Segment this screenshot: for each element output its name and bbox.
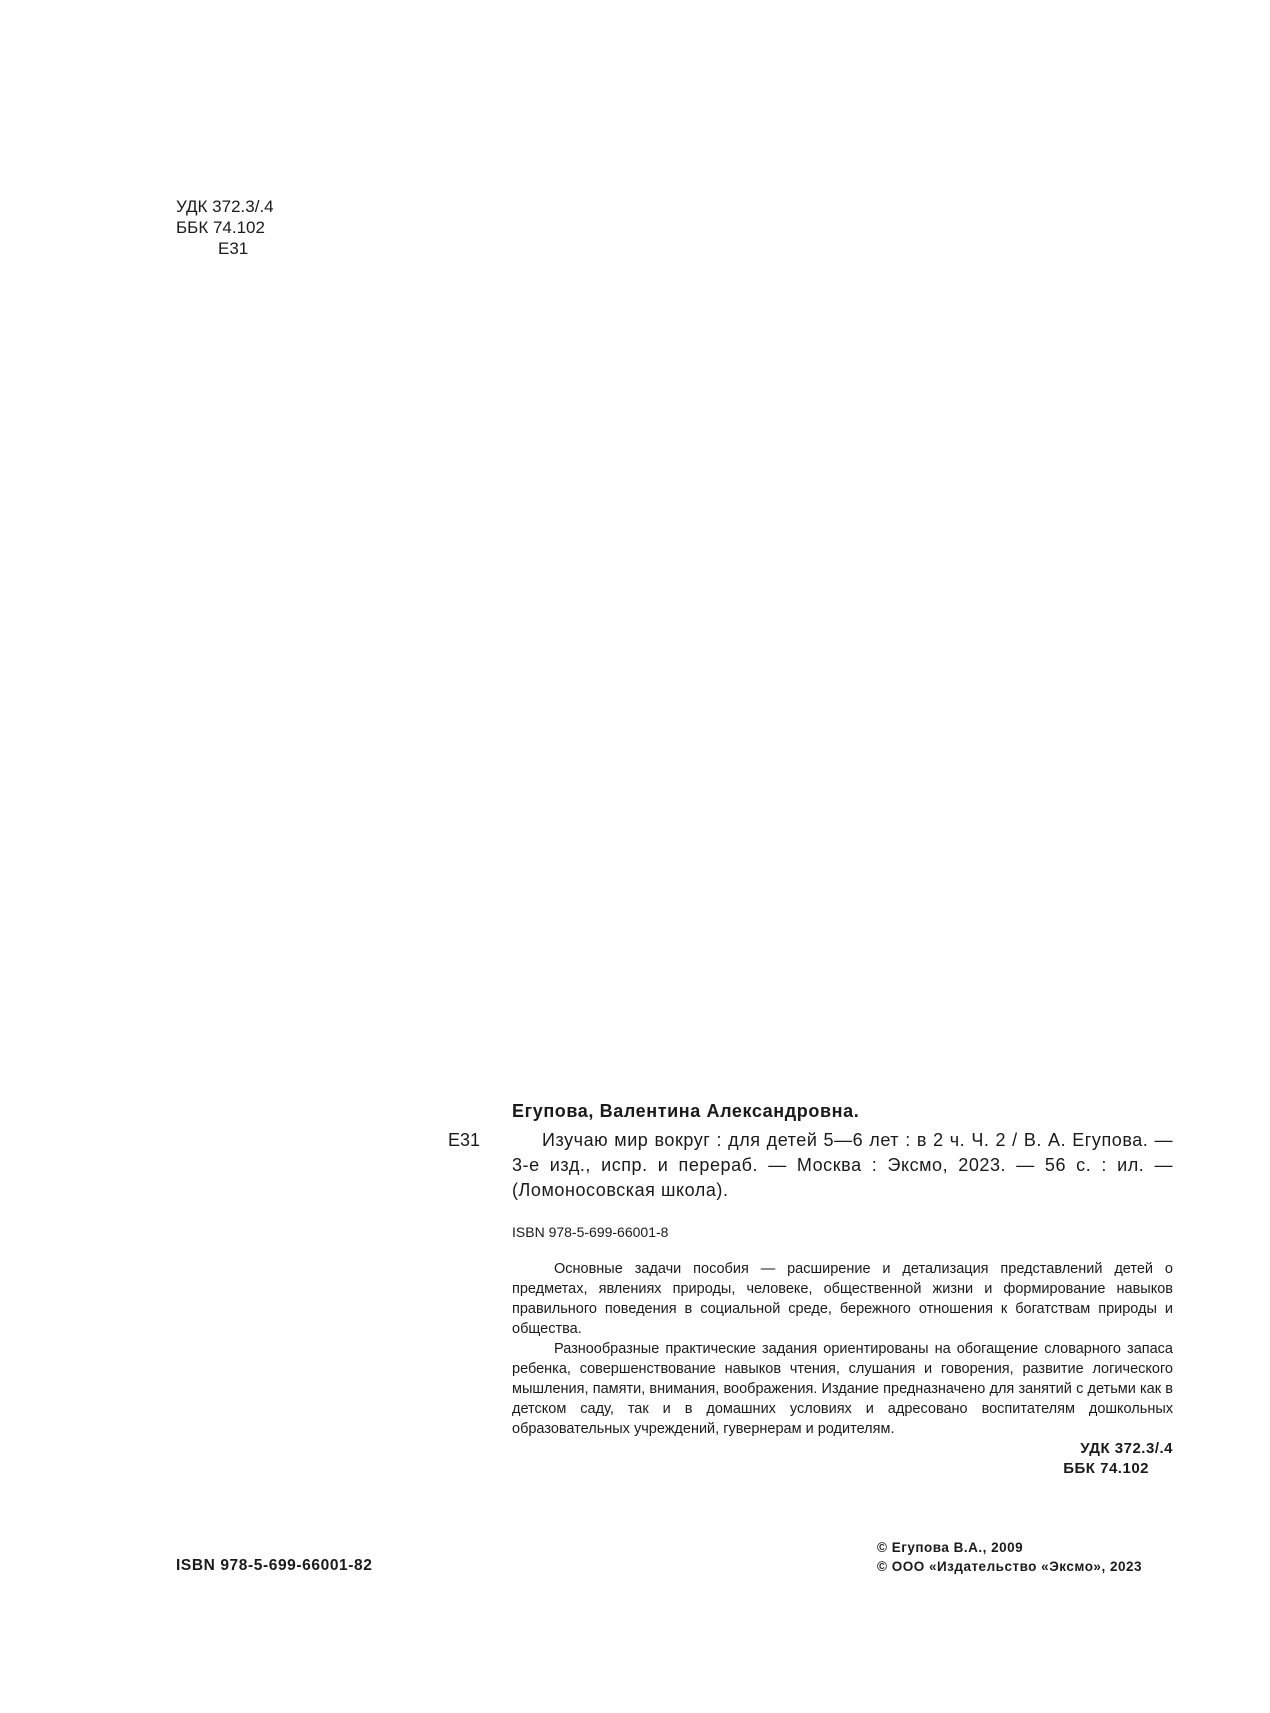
record-classification-codes [512,1439,1173,1479]
footer-isbn: ISBN 978-5-699-66001-82 [176,1557,373,1574]
author-heading: Егупова, Валентина Александровна. [512,1101,860,1121]
bibliographic-record [448,1099,1173,1479]
copyright-publisher: © ООО «Издательство «Эксмо», 2023 [877,1559,1142,1574]
annotation-paragraph: Основные задачи пособия — расширение и детализация представлений детей о предметах, явлениях природы, человеке, общественной жизни и формирование навыков правильного поведения в социальной среде, бережного отношения к богатствам природы и общества. [512,1261,1173,1337]
bbk-code: ББК 74.102 [176,218,265,237]
copyright-author: © Егупова В.А., 2009 [877,1540,1024,1555]
annotation [512,1259,1173,1439]
bibliographic-description: Изучаю мир вокруг : для детей 5—6 лет : в 2 ч. Ч. 2 / В. А. Егупова. — 3-е изд., испр. и перераб. — Москва : Эксмо, 2023. — 56 с. : ил. — (Ломоносовская школа). [512,1130,1173,1200]
record-author-mark: Е31 [448,1130,481,1150]
udk-code: УДК 372.3/.4 [176,197,274,216]
top-classification-block [176,196,274,259]
record-bbk: ББК 74.102 [1063,1460,1149,1477]
copyright-block [877,1538,1142,1576]
description-row [448,1128,1173,1203]
record-isbn: ISBN 978-5-699-66001-8 [512,1224,669,1240]
record-udk: УДК 372.3/.4 [1080,1440,1173,1457]
author-mark: Е31 [218,239,249,258]
annotation-paragraph: Разнообразные практические задания ориентированы на обогащение словарного запаса ребенка, совершенствование навыков чтения, слушания и говорения, развитие логического мышления, памяти, внимания, воображения. Издание предназначено для занятий с детьми как в детском саду, так и в домашних условиях и адресовано воспитателям дошкольных образовательных учреждений, гувернерам и родителям. [512,1341,1173,1437]
